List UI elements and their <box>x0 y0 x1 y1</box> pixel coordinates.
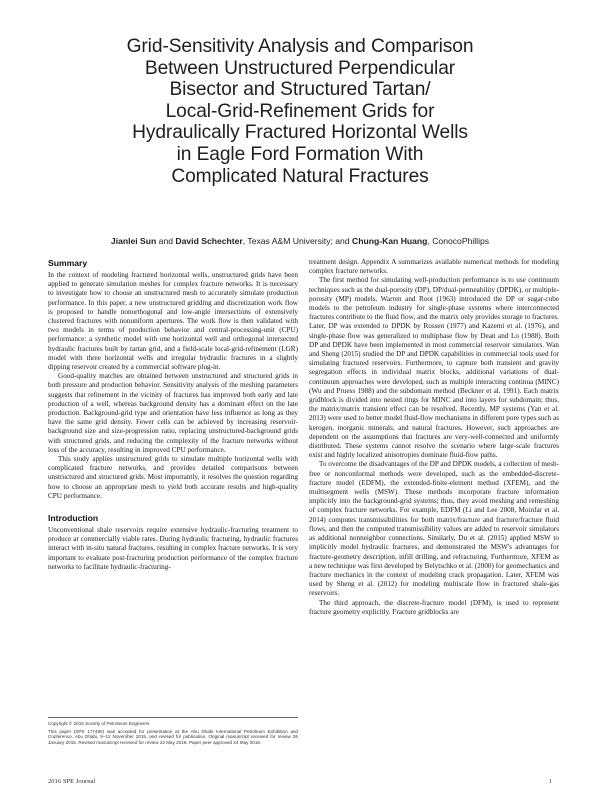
body-paragraph: To overcome the disadvantages of the DP and DPDK models, a collection of mesh-free or nonconformal methods were developed, such as the embedded-discrete-fracture model (EDFM), the extended-finite-element method (XFEM), and the multisegment wells (MSW). These methods incorporate fracture information implicitly into the background-grid systems; thus, they avoid meshing and remeshing of complex fracture networks. For example, EDFM (Li and Lee 2008, Moinfar et al. 2014) computes transmissibilities for both matrix/fracture and fracture/fracture fluid flows, and then the computed transmissibility values are added to reservoir simulators as additional nonneighbor connections. Similarly, Du et al. (2015) applied MSW to implicitly model hydraulic fractures, and demonstrated the MSW's advantages for fracture-geometry description, infill drilling, and refracturing. Furthermore, XFEM as a new technique was first developed by Belytschko et al. (2000) for geomechanics and fracture mechanics in the context of modeling crack propagation. Later, XFEM was used by Sheng et al. (2012) for modeling multiscale flow in fractured shale-gas reservoirs. <box>309 460 559 598</box>
title-line: Complicated Natural Fractures <box>171 165 429 187</box>
title-line: Grid-Sensitivity Analysis and Comparison <box>126 36 474 57</box>
body-paragraph: treatment design. Appendix A summarizes available numerical methods for modeling complex fracture networks. <box>309 258 559 276</box>
summary-paragraph: Good-quality matches are obtained between unstructured and structured grids in both pressure and production behavior. Sensitivity analysis of the meshing parameters suggests that refinement in the vicinity of fractures has improved both early and late production of a well, whereas background density has a dominant effect on the late production. Background-grid type and orientation have less influence as long as they have the same grid density. Fewer cells can be achieved by increasing reservoir-background size and size-progression ratio, replacing unstructured-background grids with structured grids, and reducing the complexity of the fracture networks without loss of the accuracy, resulting in improved CPU performance. <box>48 372 298 454</box>
introduction-paragraph: Unconventional shale reservoirs require extensive hydraulic-fracturing treatment to produce at commercially viable rates. During hydraulic fracturing, hydraulic fractures interact with in-situ natural fractures, resulting in complex fracture networks. It is very important to evaluate post-fracturing production performance of the complex fracture networks to facilitate hydraulic-fracturing- <box>48 526 298 571</box>
title-line: Bisector and Structured Tartan/ <box>169 79 431 101</box>
body-paragraph: The third approach, the discrete-fracture model (DFM), is used to represent fracture geometry explicitly. Fracture gridblocks are <box>309 598 559 616</box>
submission-history-note: This paper (SPE 177480) was accepted for presentation at the Abu Dhabi International Petroleum Exhibition and Conference, Abu Dhabi, 9–12 November 2015, and revised for publication. Original manuscript received for review 26 January 2015. Revised manuscript received for review 22 May 2016. Paper peer approved 24 May 2016. <box>48 728 298 745</box>
title-line: Local-Grid-Refinement Grids for <box>165 100 435 122</box>
footnotes <box>48 717 298 747</box>
right-column <box>309 258 559 617</box>
author-affiliation: , Texas A&M University; and <box>242 236 352 246</box>
title-line: in Eagle Ford Formation With <box>176 143 424 165</box>
paper-title <box>40 36 560 187</box>
page-number: 1 <box>548 778 552 785</box>
author-name: Jianlei Sun <box>110 236 157 246</box>
author-affiliation: , ConocoPhillips <box>427 236 490 246</box>
author-conjunction: and <box>156 236 176 246</box>
summary-paragraph: This study applies unstructured grids to simulate multiple horizontal wells with complicated fracture networks, and provides detailed comparisons between unstructured and structured grids. Most importantly, it resolves the question regarding how to choose an appropriate mesh to yield both accurate results and high-quality CPU performance. <box>48 455 298 500</box>
title-line: Between Unstructured Perpendicular <box>144 57 456 79</box>
author-name: Chung-Kan Huang <box>352 236 428 246</box>
body-paragraph: The first method for simulating well-production performance is to use continuum techniques such as the dual-porosity (DP), DP/dual-permeability (DPDK), or multiple-porosity (MP) models. Warren and Root (1963) introduced the DP or sugar-cube models to the petroleum industry for single-phase systems where interconnected fractures contribute to the fluid flow, and the matrix only provides storage to fractures. Later, DP was extended to DPDK by Rossen (1977) and Kazemi et al. (1976), and single-phase flow was generalized to multiphase flow by Dean and Lo (1988). Both DP and DPDK have been implemented in most commercial reservoir simulators. Wan and Sheng (2015) studied the DP and DPDK capabilities in commercial tools used for simulating fractured reservoirs. Furthermore, to capture both transient and gravity segregation effects in individual matrix blocks, additional variations of dual-continuum approaches were developed, such as multiple interacting continua (MINC) (Wu and Pruess 1988) and the subdomain method (Beckner et al. 1991). Each matrix gridblock is divided into nested rings for MINC and into layers for subdomain; thus, the matrix/matrix transient effect can be resolved. Recently, MP systems (Yan et al. 2013) were used to better model fluid-flow mechanisms in different pore types such as kerogen, inorganic minerals, and natural fractures. However, such approaches are dependent on the assumptions that fractures are very-well-connected and uniformly distributed. These systems cannot resolve the scenario where large-scale fractures exist and highly localized anisotropies dominate fluid-flow paths. <box>309 276 559 460</box>
journal-footer: 2016 SPE Journal <box>48 778 96 785</box>
author-line <box>40 236 560 246</box>
title-line: Hydraulically Fractured Horizontal Wells <box>132 122 468 144</box>
left-column <box>48 258 298 572</box>
summary-paragraph: In the context of modeling fractured horizontal wells, unstructured grids have been applied to generate simulation meshes for complex fracture networks. It is necessary to investigate how to choose an unstructured mesh to accurately simulate production performance. In this paper, a new unstructured gridding and discretization work flow is proposed to handle nonorthogonal and low-angle intersections of extensively clustered fractures with nonuniform apertures. The work flow is then validated with two models in terms of production behavior and central-processing-unit (CPU) performance: a synthetic model with one horizontal well and orthogonal intersected hydraulic fractures built by tartan grid, and a field-scale local-grid-refinement (LGR) model with three horizontal wells and irregular hydraulic fractures in a slightly dipping reservoir created by a commercial software plug-in. <box>48 271 298 372</box>
section-gap <box>48 501 298 513</box>
summary-heading: Summary <box>48 258 88 268</box>
introduction-heading: Introduction <box>48 513 99 524</box>
author-name: David Schechter <box>175 236 243 246</box>
copyright-note: Copyright © 2016 Society of Petroleum Engineers <box>48 721 150 726</box>
